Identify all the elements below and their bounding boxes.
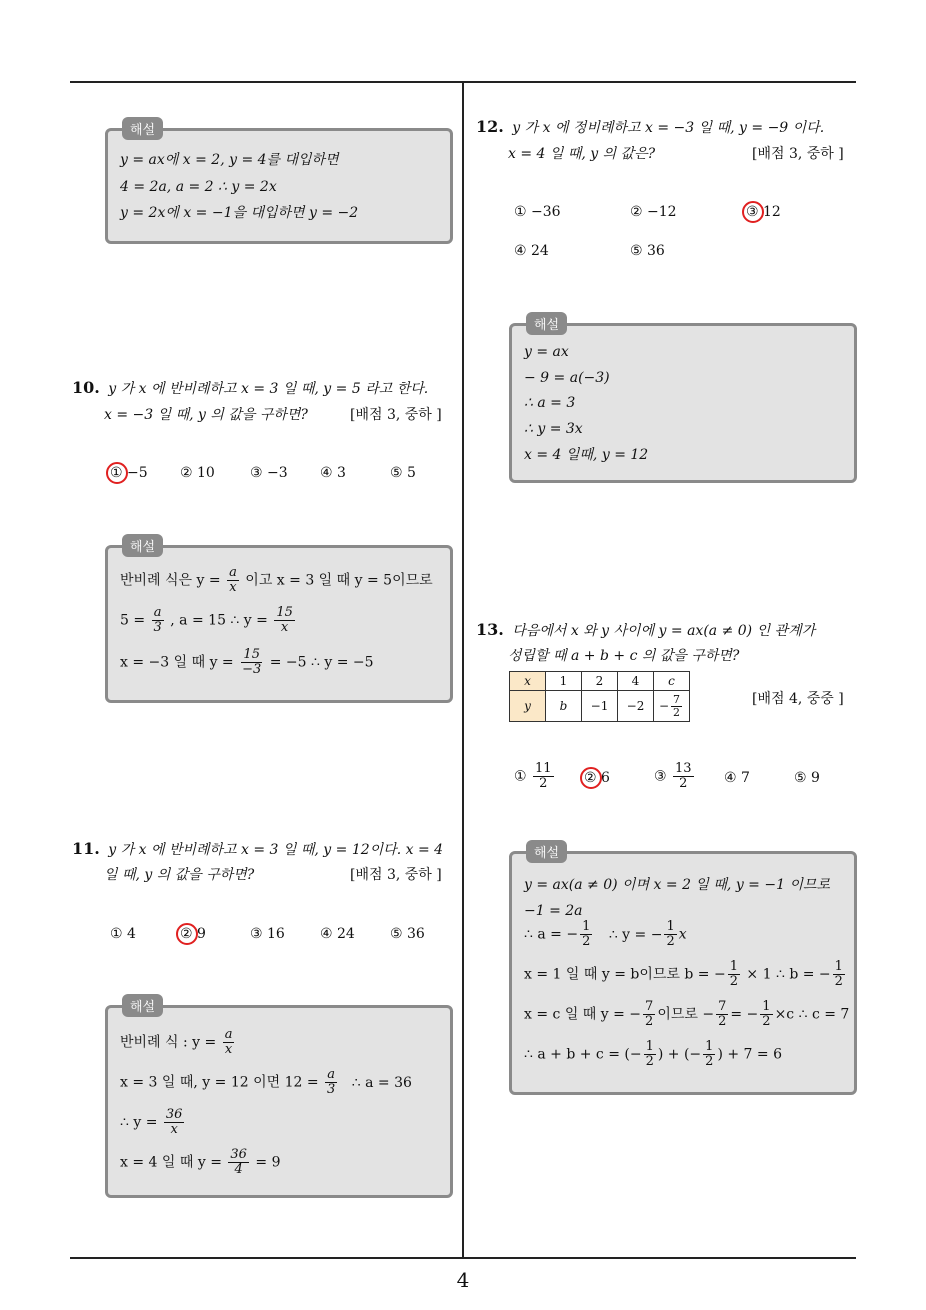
solution-text: 반비례 식은 y = [120, 572, 221, 589]
solution-line [120, 1068, 412, 1097]
fraction: $\frac{15}{-3}$ [242, 647, 262, 677]
fraction: $\frac{1}{2}$ [582, 919, 591, 949]
table-cell: −2 [618, 691, 654, 722]
answer-mark-circle [176, 923, 198, 945]
solution-text: x = 4 일 때 y = [120, 1154, 222, 1171]
fraction: $\frac{1}{2}$ [705, 1039, 714, 1069]
choice-4[interactable]: ④ 24 [320, 926, 355, 942]
choice-3[interactable]: ③ 16 [250, 926, 285, 942]
choice-mark: ③ [654, 768, 667, 785]
choice-5[interactable]: ⑤ 9 [794, 770, 820, 786]
question-number: 13. [476, 620, 504, 639]
solution-line [120, 1148, 280, 1177]
solution-text: x = 1 일 때 y = b이므로 b = − [524, 966, 726, 983]
value-table [509, 671, 690, 722]
choice-2[interactable]: ② 10 [180, 465, 215, 481]
solution-text: x = 3 일 때, y = 12 이면 12 = [120, 1074, 319, 1091]
choice-5[interactable]: ⑤ 5 [390, 465, 416, 481]
solution-box-q13 [509, 846, 857, 1095]
solution-text: ×c ∴ c = 7 [774, 1006, 850, 1023]
question-text: x = 4 일 때, y 의 값은? [508, 146, 656, 162]
question-text: 일 때, y 의 값을 구하면? [104, 867, 255, 883]
fraction: $\frac{36}{4}$ [230, 1147, 247, 1177]
fraction: $\frac{1}{2}$ [762, 999, 771, 1029]
solution-line [120, 566, 433, 595]
solution-line: y = ax에 x = 2, y = 4를 대입하면 [120, 152, 339, 168]
question-13 [476, 621, 815, 640]
solution-label: 해설 [122, 534, 163, 557]
question-text: y 가 x 에 정비례하고 x = −3 일 때, y = −9 이다. [512, 120, 825, 136]
question-number: 11. [72, 839, 100, 858]
solution-label: 해설 [526, 840, 567, 863]
fraction: $\frac{a}{3}$ [153, 605, 162, 635]
choice-1[interactable] [514, 762, 556, 791]
solution-text: = − [730, 1006, 759, 1023]
choice-5[interactable]: ⑤ 36 [630, 243, 665, 259]
answer-mark-circle [742, 201, 764, 223]
solution-line [120, 1028, 236, 1057]
solution-text: 이므로 − [657, 1006, 715, 1023]
choice-2[interactable]: ② 6 [584, 770, 610, 786]
bottom-rule [70, 1257, 856, 1259]
solution-text: x = −3 일 때 y = [120, 654, 234, 671]
question-text: x = −3 일 때, y 의 값을 구하면? [104, 407, 308, 423]
solution-line [524, 1000, 849, 1029]
choice-mark: ① [514, 768, 527, 785]
fraction: $\frac{a}{3}$ [327, 1067, 336, 1097]
choice-2[interactable]: ② 9 [180, 926, 206, 942]
solution-text: ∴ a = 36 [351, 1074, 412, 1091]
solution-line: y = ax [524, 344, 569, 360]
solution-line: ∴ a = 3 [524, 395, 576, 411]
choice-4[interactable]: ④ 24 [514, 243, 549, 259]
question-meta: [배점 3, 중하 ] [752, 146, 844, 162]
table-cell: 1 [546, 672, 582, 691]
table-cell: y [510, 691, 546, 722]
solution-text: , a = 15 ∴ y = [170, 612, 268, 629]
solution-label: 해설 [122, 994, 163, 1017]
question-11 [72, 840, 443, 859]
question-number: 12. [476, 117, 504, 136]
solution-line [120, 1108, 186, 1137]
column-divider [462, 82, 464, 1259]
solution-text: = −5 ∴ y = −5 [269, 654, 374, 671]
fraction: $\frac{1}{2}$ [645, 1039, 654, 1069]
solution-text: × 1 ∴ b = − [746, 966, 831, 983]
solution-text: 반비례 식 : y = [120, 1034, 217, 1051]
solution-text: ) + (− [657, 1046, 702, 1063]
solution-box-q10 [105, 540, 453, 703]
solution-box-q12 [509, 318, 857, 483]
solution-text: ∴ y = − [608, 926, 663, 943]
choice-2[interactable]: ② −12 [630, 204, 677, 220]
choice-1[interactable]: ① 4 [110, 926, 136, 942]
fraction: $\frac{1}{2}$ [729, 959, 738, 989]
fraction: $\frac{1}{2}$ [666, 919, 675, 949]
solution-box-top [105, 123, 453, 244]
choice-3[interactable] [654, 762, 696, 791]
fraction: $\frac{15}{x}$ [276, 605, 293, 635]
table-cell: b [546, 691, 582, 722]
question-number: 10. [72, 378, 100, 397]
fraction: $\frac{7}{2}$ [645, 999, 654, 1029]
solution-line: −1 = 2a [524, 903, 583, 919]
solution-line [524, 1040, 782, 1069]
choice-1[interactable]: ① −36 [514, 204, 561, 220]
solution-label: 해설 [122, 117, 163, 140]
table-cell: −1 [582, 691, 618, 722]
solution-text: = 9 [255, 1154, 281, 1171]
table-cell: x [510, 672, 546, 691]
solution-line: x = 4 일때, y = 12 [524, 447, 649, 463]
question-text: 다음에서 x 와 y 사이에 y = ax(a ≠ 0) 인 관계가 [512, 623, 816, 639]
solution-text: ∴ a + b + c = (− [524, 1046, 642, 1063]
solution-text: 이고 x = 3 일 때 y = 5이므로 [245, 572, 433, 589]
choice-4[interactable]: ④ 7 [724, 770, 750, 786]
solution-line [120, 648, 374, 677]
answer-mark-circle [580, 767, 602, 789]
solution-line: 4 = 2a, a = 2 ∴ y = 2x [120, 179, 277, 195]
choice-4[interactable]: ④ 3 [320, 465, 346, 481]
solution-line: ∴ y = 3x [524, 421, 583, 437]
fraction: $\frac{a}{x}$ [229, 565, 237, 595]
page-number: 4 [456, 1268, 470, 1292]
fraction: $\frac{36}{x}$ [165, 1107, 183, 1137]
table-cell [654, 691, 690, 722]
question-meta: [배점 3, 중하 ] [350, 407, 442, 423]
solution-line: y = 2x에 x = −1을 대입하면 y = −2 [120, 205, 359, 221]
solution-line: − 9 = a(−3) [524, 370, 610, 386]
solution-line [120, 606, 297, 635]
solution-text: x [678, 926, 687, 943]
question-text: 성립할 때 a + b + c 의 값을 구하면? [508, 648, 740, 664]
solution-text: ∴ a = − [524, 926, 579, 943]
solution-box-q11 [105, 1000, 453, 1198]
solution-label: 해설 [526, 312, 567, 335]
question-meta: [배점 3, 중하 ] [350, 867, 442, 883]
question-10 [72, 379, 428, 398]
solution-text: x = c 일 때 y = − [524, 1006, 642, 1023]
choice-5[interactable]: ⑤ 36 [390, 926, 425, 942]
solution-line [524, 920, 687, 949]
choice-3[interactable]: ③ −3 [250, 465, 288, 481]
table-cell: c [654, 672, 690, 691]
question-meta: [배점 4, 중중 ] [752, 691, 844, 707]
choice-1[interactable]: ① −5 [110, 465, 148, 481]
table-cell: 2 [582, 672, 618, 691]
solution-line: y = ax(a ≠ 0) 이며 x = 2 일 때, y = −1 이므로 [524, 877, 831, 893]
minus-sign: − [658, 698, 670, 713]
solution-text: ∴ y = [120, 1114, 158, 1131]
table-cell: 4 [618, 672, 654, 691]
question-text: y 가 x 에 반비례하고 x = 3 일 때, y = 5 라고 한다. [108, 381, 429, 397]
fraction: $\frac{1}{2}$ [834, 959, 843, 989]
solution-text: 5 = [120, 612, 146, 629]
fraction: $\frac{7}{2}$ [673, 692, 681, 719]
fraction: $\frac{a}{x}$ [224, 1027, 233, 1057]
solution-line [524, 960, 847, 989]
question-text: y 가 x 에 반비례하고 x = 3 일 때, y = 12이다. x = 4 [108, 842, 444, 858]
solution-text: ) + 7 = 6 [717, 1046, 782, 1063]
answer-mark-circle [106, 462, 128, 484]
question-12 [476, 118, 824, 137]
fraction: $\frac{7}{2}$ [718, 999, 727, 1029]
fraction: $\frac{13}{2}$ [675, 761, 692, 791]
fraction: $\frac{11}{2}$ [535, 761, 552, 791]
choice-3[interactable]: ③ 12 [746, 204, 781, 220]
